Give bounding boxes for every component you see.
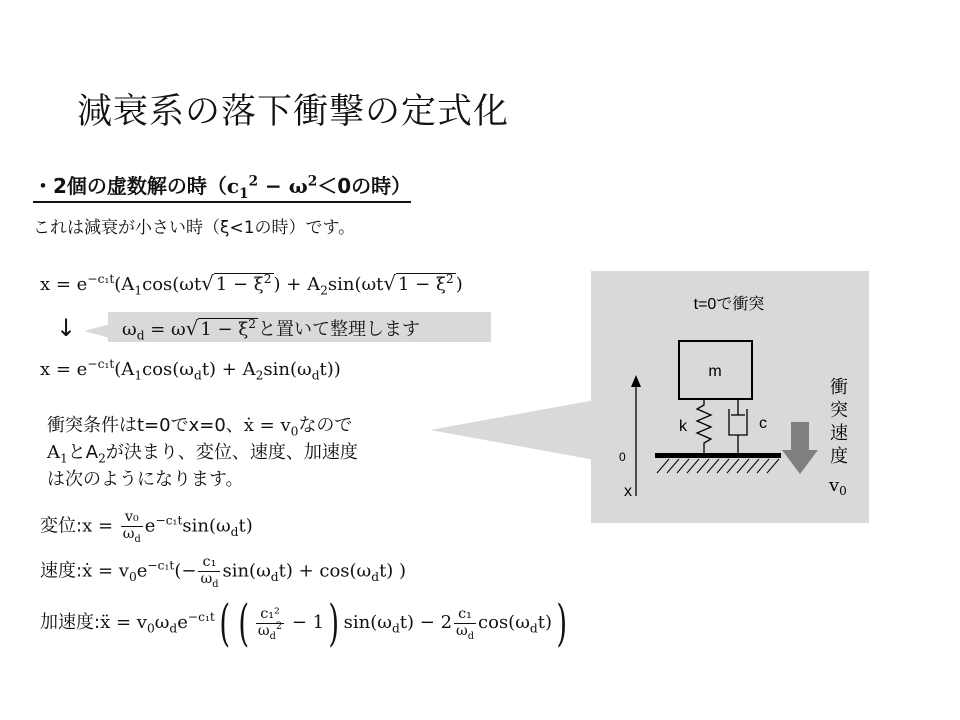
velocity-label-char: 突 [830, 400, 848, 420]
callout-pointer [84, 324, 110, 338]
omega-d-definition: $\omega_d = \omega√$ $1 - \xi^2$ と置いて整理します [122, 317, 421, 343]
damper-label: c [759, 415, 767, 432]
velocity-arrow-icon [791, 422, 809, 450]
down-arrow-icon: ↓ [56, 314, 77, 342]
axis-label: x [624, 483, 632, 500]
v0-label: $v_0$ [829, 475, 847, 498]
general-solution-equation: $x = e^{-c_1t}(A_1\cos(\omega t√$ $1 - \xi^2$ ) + $A_2\sin(\omega t√$ $1 - \xi^2$ ) [40, 272, 463, 298]
ground-plate [655, 453, 781, 458]
displacement-equation: 変位:x = $\frac{\text{v₀}}{\omega_d}$ $e^{-c_1t}\sin(\omega_dt)$ [40, 509, 253, 545]
diagram-callout-pointer [420, 395, 595, 465]
drop-impact-diagram [591, 271, 869, 523]
acceleration-equation: 加速度:ẍ = $v_0\omega_de^{-c_1t}$( ( $\frac{\text{c₁²}}{\omega_d^2}$ − 1) $\sin(\omega_dt) - 2$ $\frac{\text{c₁}}{\omega_d}$ $\cos(\omega_dt)$) [40, 594, 568, 652]
velocity-label-char: 衝 [830, 377, 848, 397]
condition-description: これは減衰が小さい時（ξ<1の時）です。 [33, 218, 356, 238]
mass-label: m [708, 363, 722, 380]
velocity-label-char: 速 [830, 423, 848, 443]
section-heading: ・2個の虚数解の時（$c_1^2 - \omega^2<0$の時） [33, 170, 411, 203]
slide-title: 減衰系の落下衝撃の定式化 [77, 92, 510, 132]
collision-conditions: 衝突条件はt=0でx=0、ẋ = $v_0$なので $A_1$と$A_2$が決まり、変位、速度、加速度 は次のようになります。 [47, 415, 358, 490]
rearranged-equation: $x = e^{-c_1t}(A_1\cos(\omega_dt) + A_2\sin(\omega_dt))$ [40, 357, 341, 383]
diagram-caption: t=0で衝突 [693, 296, 765, 313]
spring-label: k [679, 418, 687, 435]
velocity-label-char: 度 [830, 446, 848, 466]
zero-label: 0 [619, 450, 626, 464]
velocity-equation: 速度:ẋ = $v_0e^{-c_1t}(-$ $\frac{\text{c₁}}{\omega_d}$ $\sin(\omega_dt) + \cos(\omega_dt)$ ) [40, 554, 407, 590]
